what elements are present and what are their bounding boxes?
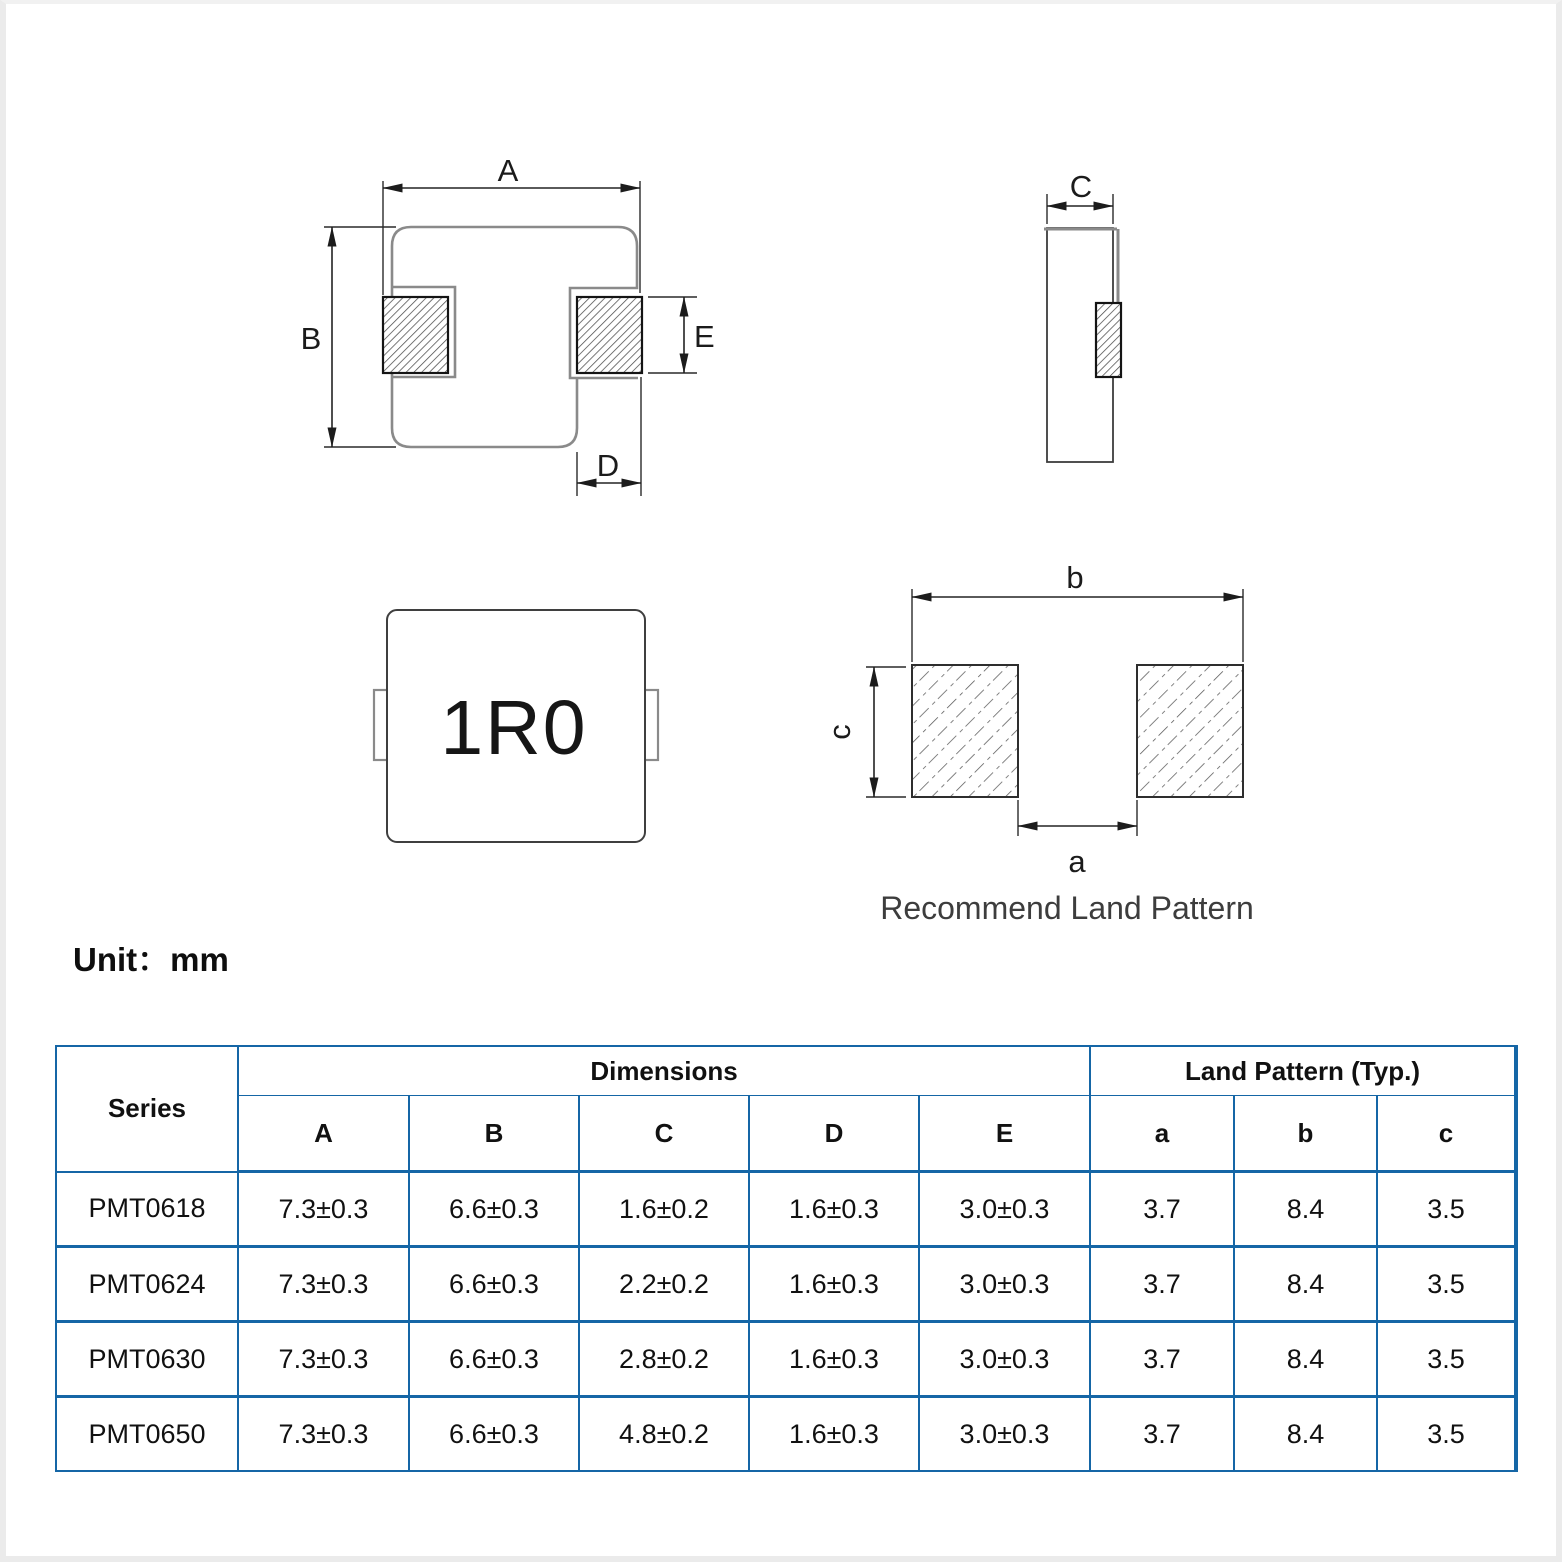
left-terminal-pad	[383, 297, 448, 373]
table-cell: 7.3±0.3	[238, 1397, 409, 1472]
table-row	[56, 1247, 1516, 1322]
right-terminal-pad	[577, 297, 642, 373]
table-cell: 3.5	[1377, 1322, 1516, 1397]
table-cell: 1.6±0.3	[749, 1172, 919, 1247]
series-cell: PMT0618	[56, 1172, 238, 1247]
table-cell: 6.6±0.3	[409, 1172, 579, 1247]
table-cell: 7.3±0.3	[238, 1172, 409, 1247]
table-cell: 8.4	[1234, 1247, 1377, 1322]
table-cell: 8.4	[1234, 1322, 1377, 1397]
side-terminal-pad	[1096, 303, 1121, 377]
table-cell: 3.7	[1090, 1397, 1234, 1472]
table-row	[56, 1322, 1516, 1397]
table-cell: 3.0±0.3	[919, 1322, 1090, 1397]
table-header-series: Series	[56, 1046, 238, 1172]
land-pad-left	[912, 665, 1018, 797]
series-cell: PMT0624	[56, 1247, 238, 1322]
land-pattern-drawing	[822, 560, 1243, 879]
top-view-drawing	[374, 610, 658, 842]
table-cell: 8.4	[1234, 1397, 1377, 1472]
dim-label-D: D	[596, 448, 620, 483]
table-cell: 4.8±0.2	[579, 1397, 749, 1472]
land-dim-label-b: b	[1066, 560, 1084, 595]
table-cell: 3.7	[1090, 1322, 1234, 1397]
table-cell: 3.5	[1377, 1247, 1516, 1322]
table-cell: 1.6±0.3	[749, 1322, 919, 1397]
land-pad-right	[1137, 665, 1243, 797]
table-cell: 7.3±0.3	[238, 1247, 409, 1322]
table-cell: 2.2±0.2	[579, 1247, 749, 1322]
table-col-D: D	[749, 1096, 919, 1172]
table-subheader-row	[56, 1096, 1516, 1172]
dimensions-table	[55, 1045, 1518, 1472]
table-cell: 1.6±0.3	[749, 1397, 919, 1472]
table-cell: 6.6±0.3	[409, 1322, 579, 1397]
table-col-a: a	[1090, 1096, 1234, 1172]
table-cell: 3.0±0.3	[919, 1247, 1090, 1322]
table-row	[56, 1397, 1516, 1472]
inductance-marking: 1R0	[440, 685, 588, 771]
table-cell: 7.3±0.3	[238, 1322, 409, 1397]
table-header-dimensions: Dimensions	[238, 1046, 1090, 1096]
table-cell: 2.8±0.2	[579, 1322, 749, 1397]
table-col-b: b	[1234, 1096, 1377, 1172]
front-view-drawing	[301, 153, 715, 496]
table-cell: 1.6±0.2	[579, 1172, 749, 1247]
table-col-B: B	[409, 1096, 579, 1172]
table-group-header-row	[56, 1046, 1516, 1096]
table-cell: 3.7	[1090, 1172, 1234, 1247]
unit-label: Unit：mm	[73, 941, 229, 978]
land-dim-label-c: c	[822, 724, 857, 740]
land-pattern-caption: Recommend Land Pattern	[880, 890, 1254, 926]
table-cell: 6.6±0.3	[409, 1247, 579, 1322]
dim-label-E: E	[694, 319, 715, 354]
table-cell: 6.6±0.3	[409, 1397, 579, 1472]
table-cell: 1.6±0.3	[749, 1247, 919, 1322]
table-cell: 8.4	[1234, 1172, 1377, 1247]
table-cell: 3.0±0.3	[919, 1172, 1090, 1247]
table-cell: 3.7	[1090, 1247, 1234, 1322]
series-cell: PMT0650	[56, 1397, 238, 1472]
table-col-A: A	[238, 1096, 409, 1172]
table-col-E: E	[919, 1096, 1090, 1172]
table-col-c: c	[1377, 1096, 1516, 1172]
dim-label-B: B	[300, 321, 322, 356]
table-cell: 3.0±0.3	[919, 1397, 1090, 1472]
table-cell: 3.5	[1377, 1172, 1516, 1247]
dim-label-C: C	[1069, 169, 1093, 204]
side-view-drawing	[1044, 169, 1121, 462]
series-cell: PMT0630	[56, 1322, 238, 1397]
table-row	[56, 1172, 1516, 1247]
dim-label-A: A	[497, 153, 519, 188]
table-col-C: C	[579, 1096, 749, 1172]
land-dim-label-a: a	[1068, 844, 1086, 879]
table-header-land-pattern: Land Pattern (Typ.)	[1090, 1046, 1516, 1096]
table-cell: 3.5	[1377, 1397, 1516, 1472]
